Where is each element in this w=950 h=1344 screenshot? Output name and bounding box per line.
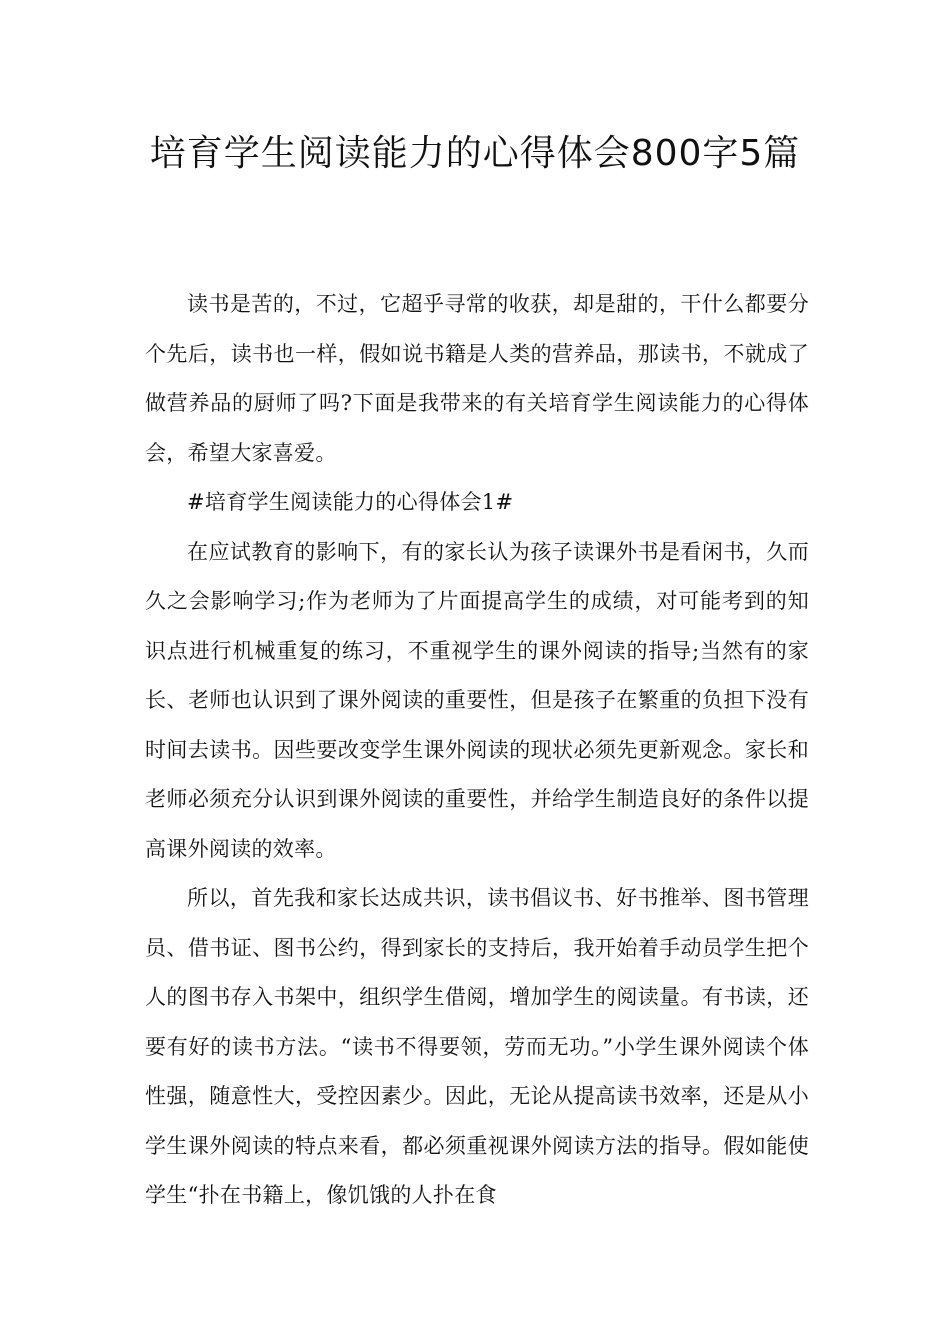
paragraph-intro: 读书是苦的，不过，它超乎寻常的收获，却是甜的，干什么都要分个先后，读书也一样，假如说书籍是人类的营养品，那读书，不就成了做营养品的厨师了吗?下面是我带来的有关培育学生阅读能力的心得体会，希望大家喜爱。 — [145, 292, 809, 465]
section-heading-1: #培育学生阅读能力的心得体会1# — [187, 490, 514, 514]
paragraph-1: 在应试教育的影响下，有的家长认为孩子读课外书是看闲书，久而久之会影响学习;作为老师为了片面提高学生的成绩，对可能考到的知识点进行机械重复的练习，不重视学生的课外阅读的指导;当然有的家长、老师也认识到了课外阅读的重要性，但是孩子在繁重的负担下没有时间去读书。因些要改变学生课外阅读的现状必须先更新观念。家长和老师必须充分认识到课外阅读的重要性，并给学生制造良好的条件以提高课外阅读的效率。 — [145, 539, 809, 861]
document-body — [145, 280, 809, 1221]
paragraph-2: 所以，首先我和家长达成共识，读书倡议书、好书推举、图书管理员、借书证、图书公约，得到家长的支持后，我开始着手动员学生把个人的图书存入书架中，组织学生借阅，增加学生的阅读量。有书读，还要有好的读书方法。“读书不得要领，劳而无功。”小学生课外阅读个体性强，随意性大，受控因素少。因此，无论从提高读书效率，还是从小学生课外阅读的特点来看，都必须重视课外阅读方法的指导。假如能使学生“扑在书籍上，像饥饿的人扑在食 — [145, 886, 809, 1207]
document-title: 培育学生阅读能力的心得体会800字5篇 — [149, 133, 801, 174]
